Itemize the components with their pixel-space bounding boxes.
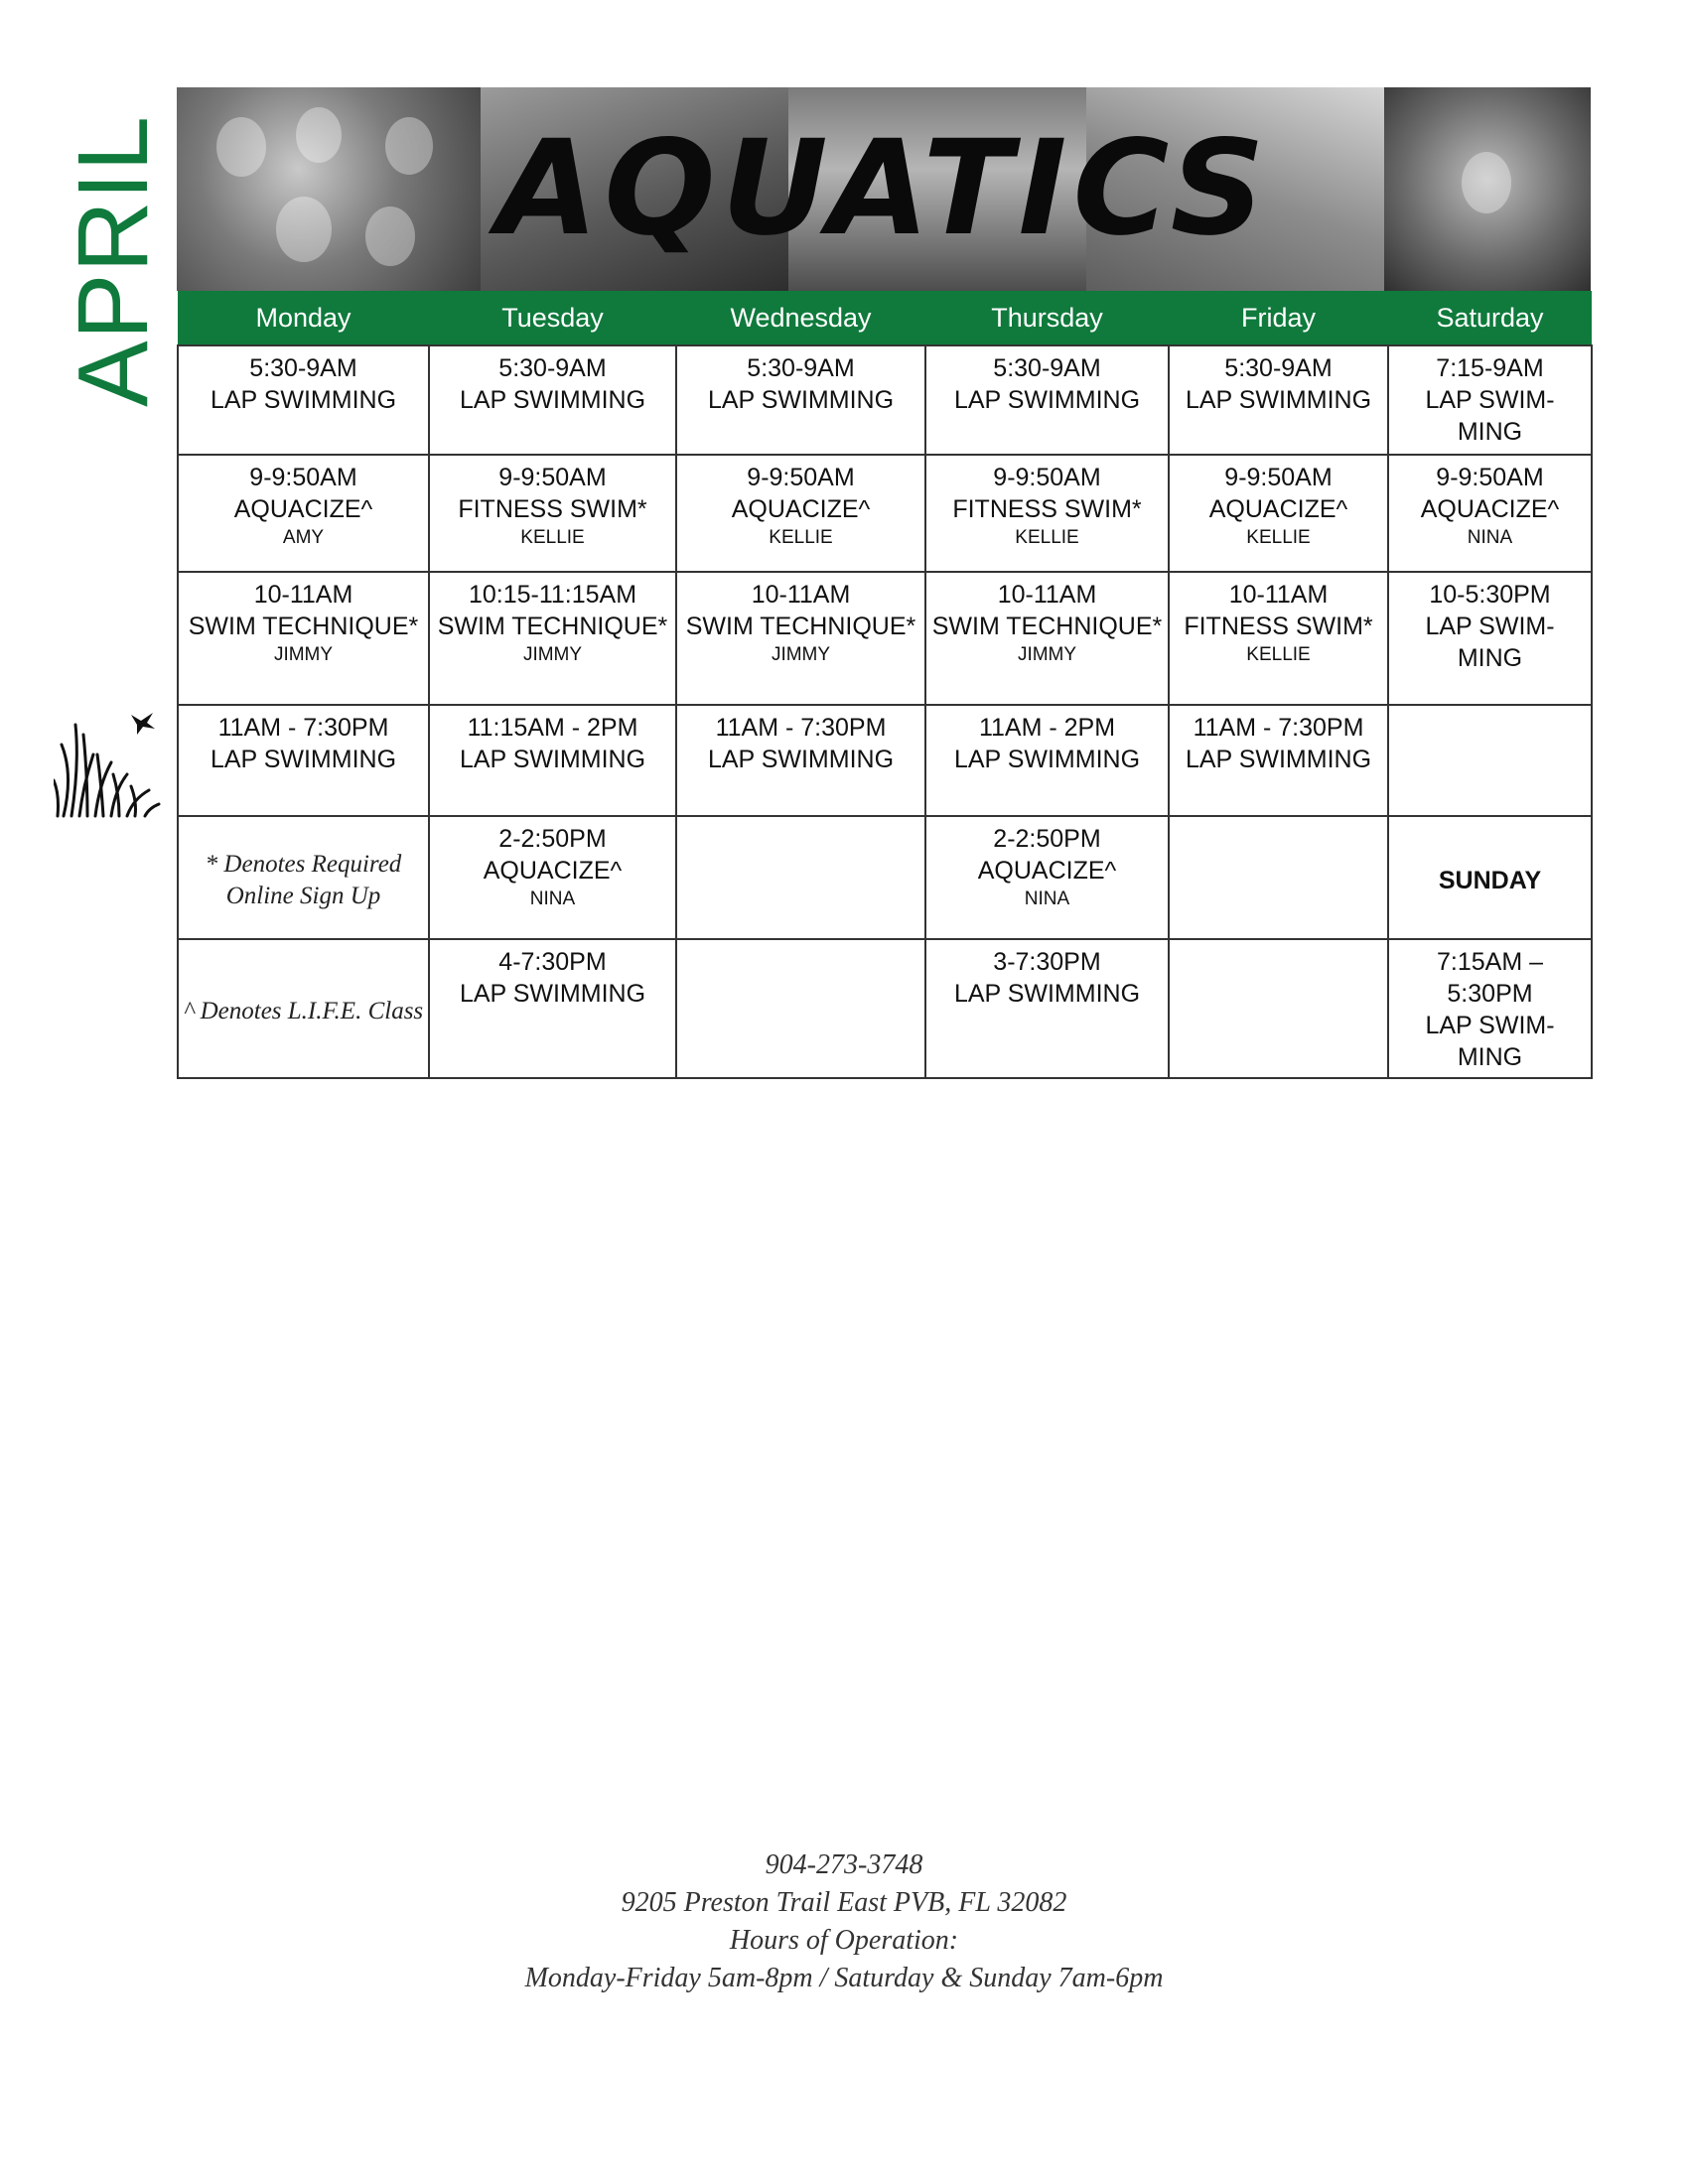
schedule-cell: 11AM - 7:30PM LAP SWIMMING bbox=[178, 705, 429, 816]
schedule-cell: 9-9:50AM AQUACIZE^ KELLIE bbox=[676, 455, 925, 572]
schedule-row bbox=[178, 705, 1592, 816]
day-header: Wednesday bbox=[676, 291, 925, 345]
schedule-cell: 10-11AM FITNESS SWIM* KELLIE bbox=[1169, 572, 1388, 705]
schedule-cell: 5:30-9AM LAP SWIMMING bbox=[676, 345, 925, 455]
address: 9205 Preston Trail East PVB, FL 32082 bbox=[621, 1887, 1067, 1918]
schedule-cell: 7:15-9AM LAP SWIM-MING bbox=[1388, 345, 1592, 455]
schedule-cell: 10-5:30PM LAP SWIM-MING bbox=[1388, 572, 1592, 705]
schedule-cell: 5:30-9AM LAP SWIMMING bbox=[925, 345, 1169, 455]
schedule-cell: 2-2:50PM AQUACIZE^ NINA bbox=[429, 816, 676, 939]
schedule-cell: 11AM - 2PM LAP SWIMMING bbox=[925, 705, 1169, 816]
schedule-cell: 4-7:30PM LAP SWIMMING bbox=[429, 939, 676, 1078]
schedule-table bbox=[177, 291, 1593, 1079]
schedule-row bbox=[178, 939, 1592, 1078]
month-text: APRIL bbox=[58, 114, 169, 408]
schedule-row bbox=[178, 345, 1592, 455]
banner-title: AQUATICS bbox=[496, 112, 1271, 265]
schedule-cell: 10-11AM SWIM TECHNIQUE* JIMMY bbox=[178, 572, 429, 705]
day-header: Tuesday bbox=[429, 291, 676, 345]
aquatics-banner bbox=[177, 87, 1591, 291]
schedule-cell: 9-9:50AM AQUACIZE^ KELLIE bbox=[1169, 455, 1388, 572]
day-header: Thursday bbox=[925, 291, 1169, 345]
schedule-cell: 11AM - 7:30PM LAP SWIMMING bbox=[676, 705, 925, 816]
grass-bird-icon bbox=[54, 705, 165, 824]
schedule-cell: 9-9:50AM FITNESS SWIM* KELLIE bbox=[429, 455, 676, 572]
schedule-cell: 11AM - 7:30PM LAP SWIMMING bbox=[1169, 705, 1388, 816]
legend-life-class: ^ Denotes L.I.F.E. Class bbox=[178, 939, 429, 1078]
schedule-row bbox=[178, 816, 1592, 939]
schedule-cell-empty bbox=[1169, 816, 1388, 939]
schedule-cell: 9-9:50AM AQUACIZE^ AMY bbox=[178, 455, 429, 572]
month-label bbox=[58, 97, 169, 425]
phone-number: 904-273-3748 bbox=[765, 1849, 923, 1880]
contact-footer bbox=[0, 1846, 1688, 1997]
schedule-cell-empty bbox=[1169, 939, 1388, 1078]
day-header: Saturday bbox=[1388, 291, 1592, 345]
sunday-label: SUNDAY bbox=[1388, 816, 1592, 939]
schedule-row bbox=[178, 455, 1592, 572]
schedule-cell: 5:30-9AM LAP SWIMMING bbox=[1169, 345, 1388, 455]
schedule-cell-empty bbox=[676, 939, 925, 1078]
schedule-cell: 5:30-9AM LAP SWIMMING bbox=[429, 345, 676, 455]
schedule-cell: 7:15AM – 5:30PM LAP SWIM-MING bbox=[1388, 939, 1592, 1078]
schedule-row bbox=[178, 572, 1592, 705]
schedule-cell: 10-11AM SWIM TECHNIQUE* JIMMY bbox=[925, 572, 1169, 705]
day-header-row bbox=[178, 291, 1592, 345]
day-header: Friday bbox=[1169, 291, 1388, 345]
day-header: Monday bbox=[178, 291, 429, 345]
schedule-cell: 5:30-9AM LAP SWIMMING bbox=[178, 345, 429, 455]
schedule-cell: 11:15AM - 2PM LAP SWIMMING bbox=[429, 705, 676, 816]
hours-of-operation: Monday-Friday 5am-8pm / Saturday & Sunday 7am-6pm bbox=[524, 1963, 1164, 1993]
schedule-cell: 9-9:50AM AQUACIZE^ NINA bbox=[1388, 455, 1592, 572]
schedule-cell-empty bbox=[1388, 705, 1592, 816]
legend-required-signup: * Denotes Required Online Sign Up bbox=[178, 816, 429, 939]
schedule-cell-empty bbox=[676, 816, 925, 939]
schedule-cell: 10-11AM SWIM TECHNIQUE* JIMMY bbox=[676, 572, 925, 705]
schedule-cell: 2-2:50PM AQUACIZE^ NINA bbox=[925, 816, 1169, 939]
schedule-cell: 10:15-11:15AM SWIM TECHNIQUE* JIMMY bbox=[429, 572, 676, 705]
schedule-cell: 9-9:50AM FITNESS SWIM* KELLIE bbox=[925, 455, 1169, 572]
schedule-cell: 3-7:30PM LAP SWIMMING bbox=[925, 939, 1169, 1078]
hours-label: Hours of Operation: bbox=[729, 1925, 959, 1956]
